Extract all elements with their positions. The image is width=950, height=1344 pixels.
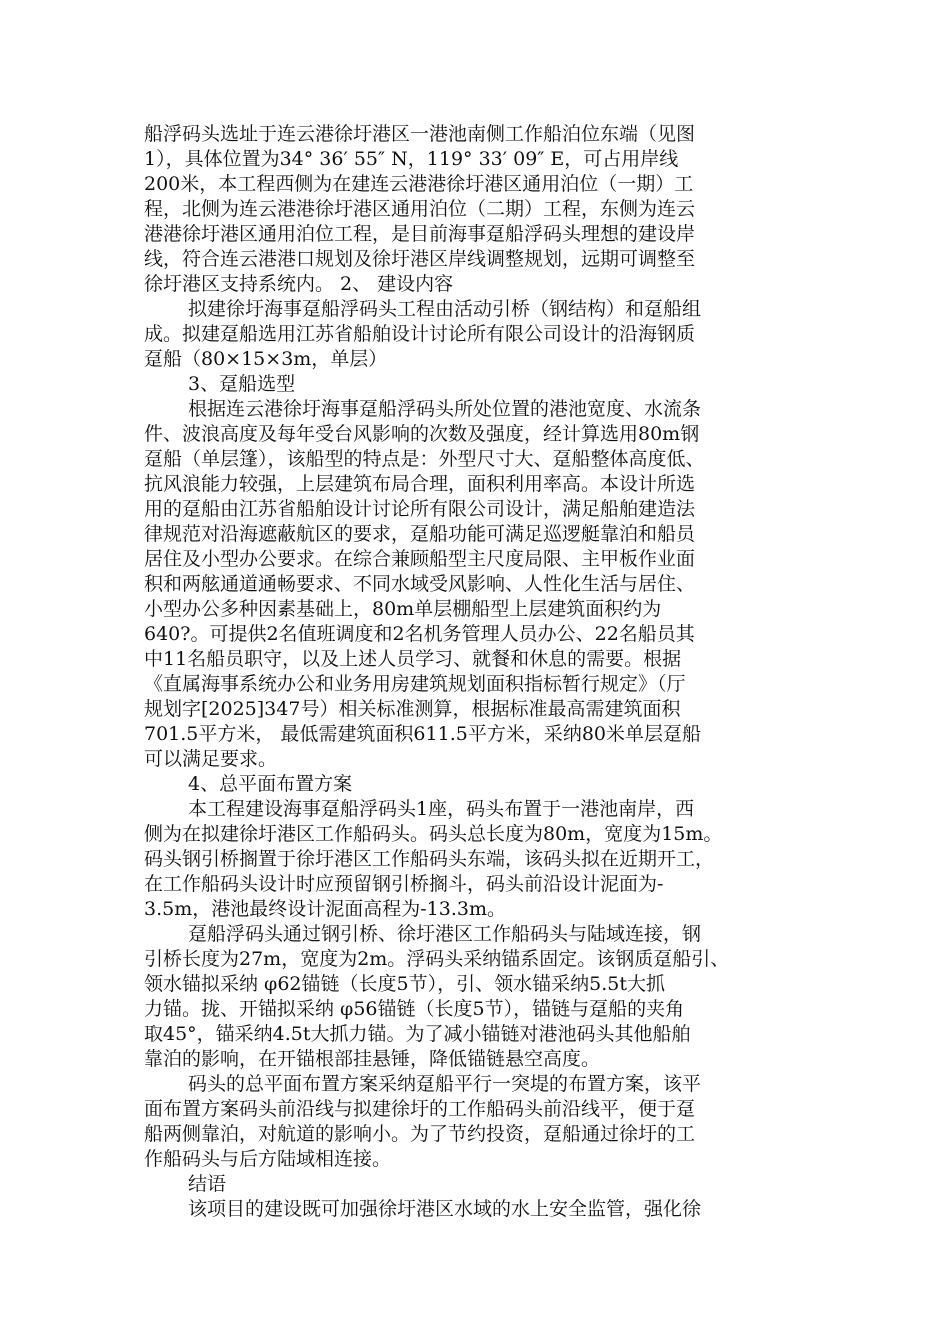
text-line: 港港徐圩港区通用泊位工程，是目前海事趸船浮码头理想的建设岸 (144, 223, 696, 245)
text-line: 1），具体位置为34° 36′ 55″ N，119° 33′ 09″ E，可占用岸线 (144, 148, 679, 170)
text-line: 作船码头与后方陆域相连接。 (144, 1148, 392, 1170)
text-line: 根据连云港徐圩海事趸船浮码头所处位置的港池宽度、水流条 (188, 398, 702, 420)
text-line: 引桥长度为27m，宽度为2m。浮码头采纳锚系固定。该钢质趸船引、 (144, 948, 730, 970)
text-line: 趸船浮码头通过钢引桥、徐圩港区工作船码头与陆域连接，钢 (188, 923, 702, 945)
document-body (144, 122, 804, 1222)
text-line: 件、波浪高度及每年受台风影响的次数及强度，经计算选用80m钢 (144, 423, 700, 445)
text-line: 用的趸船由江苏省船舶设计讨论所有限公司设计，满足船舶建造法 (144, 498, 696, 520)
text-line: 规划字[2025]347号）相关标准测算，根据标准最高需建筑面积 (144, 698, 681, 720)
text-line: 程，北侧为连云港港徐圩港区通用泊位（二期）工程，东侧为连云 (144, 198, 696, 220)
text-line: 抗风浪能力较强，上层建筑布局合理，面积利用率高。本设计所选 (144, 473, 696, 495)
text-line: 拟建徐圩海事趸船浮码头工程由活动引桥（钢结构）和趸船组 (188, 298, 702, 320)
text-line: 本工程建设海事趸船浮码头1座，码头布置于一港池南岸，西 (188, 798, 695, 820)
text-line: 趸船（80×15×3m，单层） (144, 348, 388, 370)
text-line: 面布置方案码头前沿线与拟建徐圩的工作船码头前沿线平，便于趸 (144, 1098, 696, 1120)
text-line: 中11名船员职守，以及上述人员学习、就餐和休息的需要。根据 (144, 648, 682, 670)
text-line: 徐圩港区支持系统内。 2、 建设内容 (144, 273, 454, 295)
text-line: 律规范对沿海遮蔽航区的要求，趸船功能可满足巡逻艇靠泊和船员 (144, 523, 696, 545)
text-line: 200米，本工程西侧为在建连云港港徐圩港区通用泊位（一期）工 (144, 173, 694, 195)
text-line: 领水锚拟采纳 φ62锚链（长度5节），引、领水锚采纳5.5t大抓 (144, 973, 665, 995)
text-line: 趸船（单层篷），该船型的特点是：外型尺寸大、趸船整体高度低、 (144, 448, 705, 470)
text-line: 701.5平方米， 最低需建筑面积611.5平方米，采纳80米单层趸船 (144, 723, 702, 745)
text-line: 4、总平面布置方案 (188, 773, 353, 795)
text-line: 靠泊的影响，在开锚根部挂悬锤，降低锚链悬空高度。 (144, 1048, 601, 1070)
text-line: 取45°，锚采纳4.5t大抓力锚。为了减小锚链对港池码头其他船舶 (144, 1023, 691, 1045)
text-line: 船浮码头选址于连云港徐圩港区一港池南侧工作船泊位东端（见图 (144, 123, 696, 145)
text-line: 线，符合连云港港口规划及徐圩港区岸线调整规划，远期可调整至 (144, 248, 696, 270)
text-line: 船两侧靠泊，对航道的影响小。为了节约投资，趸船通过徐圩的工 (144, 1123, 696, 1145)
text-line: 3、趸船选型 (188, 373, 296, 395)
text-line: 该项目的建设既可加强徐圩港区水域的水上安全监管，强化徐 (188, 1198, 702, 1220)
text-line: 力锚。拢、开锚拟采纳 φ56锚链（长度5节），锚链与趸船的夹角 (144, 998, 685, 1020)
text-line: 可以满足要求。 (144, 748, 278, 770)
text-line: 积和两舷通道通畅要求、不同水域受风影响、人性化生活与居住、 (144, 573, 696, 595)
text-line: 码头的总平面布置方案采纳趸船平行一突堤的布置方案，该平 (188, 1073, 702, 1095)
text-line: 成。拟建趸船选用江苏省船舶设计讨论所有限公司设计的沿海钢质 (144, 323, 696, 345)
text-line: 结语 (188, 1173, 227, 1195)
text-line: 居住及小型办公要求。在综合兼顾船型主尺度局限、主甲板作业面 (144, 548, 696, 570)
text-line: 在工作船码头设计时应预留钢引桥搁斗，码头前沿设计泥面为- (144, 873, 664, 895)
text-line: 侧为在拟建徐圩港区工作船码头。码头总长度为80m，宽度为15m。 (144, 823, 723, 845)
text-line: 3.5m，港池最终设计泥面高程为-13.3m。 (144, 898, 506, 920)
text-line: 小型办公多种因素基础上，80m单层棚船型上层建筑面积约为 (144, 598, 662, 620)
text-line: 640?。可提供2名值班调度和2名机务管理人员办公、22名船员其 (144, 623, 695, 645)
text-line: 码头钢引桥搁置于徐圩港区工作船码头东端，该码头拟在近期开工， (144, 848, 715, 870)
text-line: 《直属海事系统办公和业务用房建筑规划面积指标暂行规定》（厅 (144, 673, 686, 695)
